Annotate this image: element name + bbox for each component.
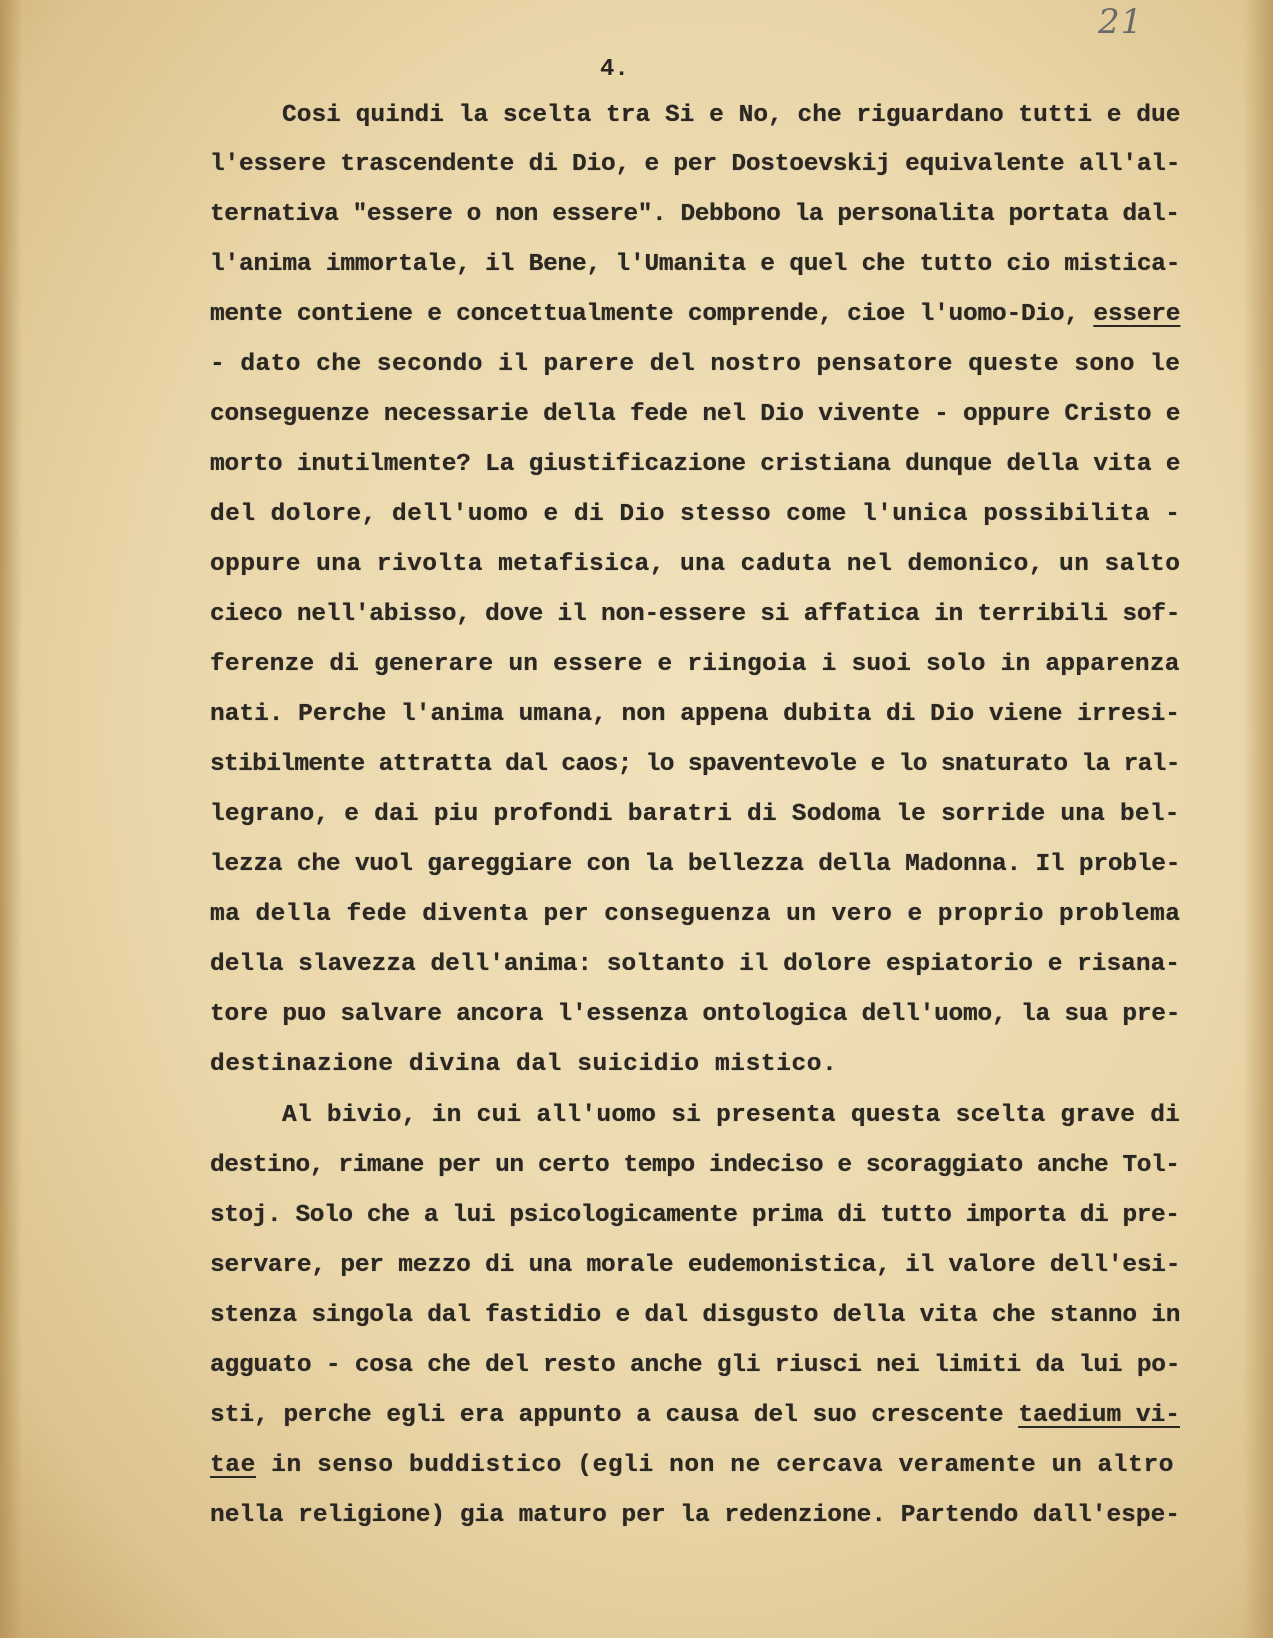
text-line: agguato - cosa che del resto anche gli riusci nei limiti da lui po-	[210, 1352, 1181, 1379]
text-line: oppure una rivolta metafisica, una caduta nel demonico, un salto	[210, 551, 1181, 578]
text-line: stenza singola dal fastidio e dal disgusto della vita che stanno in	[210, 1302, 1181, 1329]
text-line: destino, rimane per un certo tempo indeciso e scoraggiato anche Tol-	[210, 1152, 1180, 1179]
underlined-phrase: tae	[210, 1452, 256, 1479]
text-line: ferenze di generare un essere e riingoia i suoi solo in apparenza	[210, 651, 1180, 678]
text-line: nella religione) gia maturo per la redenzione. Partendo dall'espe-	[210, 1502, 1180, 1529]
text-line: del dolore, dell'uomo e di Dio stesso come l'unica possibilita -	[210, 501, 1181, 528]
text-line: mente contiene e concettualmente comprende, cioe l'uomo-Dio, essere	[210, 301, 1181, 328]
text-line: lezza che vuol gareggiare con la bellezza della Madonna. Il proble-	[210, 851, 1181, 878]
text-line: sti, perche egli era appunto a causa del suo crescente taedium vi-	[210, 1402, 1180, 1429]
text-line: legrano, e dai piu profondi baratri di Sodoma le sorride una bel-	[210, 801, 1180, 828]
text-line: tae in senso buddistico (egli non ne cercava veramente un altro	[210, 1452, 1175, 1479]
paper-edge-right	[1243, 0, 1273, 1638]
text-line: cieco nell'abisso, dove il non-essere si affatica in terribili sof-	[210, 601, 1181, 628]
paper-edge-left	[0, 0, 22, 1638]
text-line: Cosi quindi la scelta tra Si e No, che riguardano tutti e due	[282, 102, 1181, 129]
text-line: l'anima immortale, il Bene, l'Umanita e quel che tutto cio mistica-	[210, 251, 1181, 278]
text-line: stibilmente attratta dal caos; lo spaventevole e lo snaturato la ral-	[210, 751, 1180, 778]
text-line: destinazione divina dal suicidio mistico.	[210, 1051, 838, 1078]
handwritten-folio-number: 21	[1098, 2, 1144, 42]
text-line: l'essere trascendente di Dio, e per Dostoevskij equivalente all'al-	[210, 151, 1181, 178]
underlined-word: essere	[1093, 301, 1181, 328]
text-line: stoj. Solo che a lui psicologicamente prima di tutto importa di pre-	[210, 1202, 1180, 1229]
text-line: Al bivio, in cui all'uomo si presenta questa scelta grave di	[282, 1102, 1181, 1129]
text-line: ma della fede diventa per conseguenza un vero e proprio problema	[210, 901, 1181, 928]
underlined-phrase: taedium vi-	[1018, 1402, 1180, 1429]
text-line: tore puo salvare ancora l'essenza ontologica dell'uomo, la sua pre-	[210, 1001, 1181, 1028]
page-number: 4.	[600, 56, 629, 83]
text-line: nati. Perche l'anima umana, non appena dubita di Dio viene irresi-	[210, 701, 1180, 728]
text-line: servare, per mezzo di una morale eudemonistica, il valore dell'esi-	[210, 1252, 1181, 1279]
text-line: ternativa "essere o non essere". Debbono la personalita portata dal-	[210, 201, 1180, 228]
text-line: conseguenze necessarie della fede nel Dio vivente - oppure Cristo e	[210, 401, 1181, 428]
text-line: morto inutilmente? La giustificazione cristiana dunque della vita e	[210, 451, 1181, 478]
text-line: della slavezza dell'anima: soltanto il dolore espiatorio e risana-	[210, 951, 1180, 978]
text-line: - dato che secondo il parere del nostro pensatore queste sono le	[210, 351, 1181, 378]
